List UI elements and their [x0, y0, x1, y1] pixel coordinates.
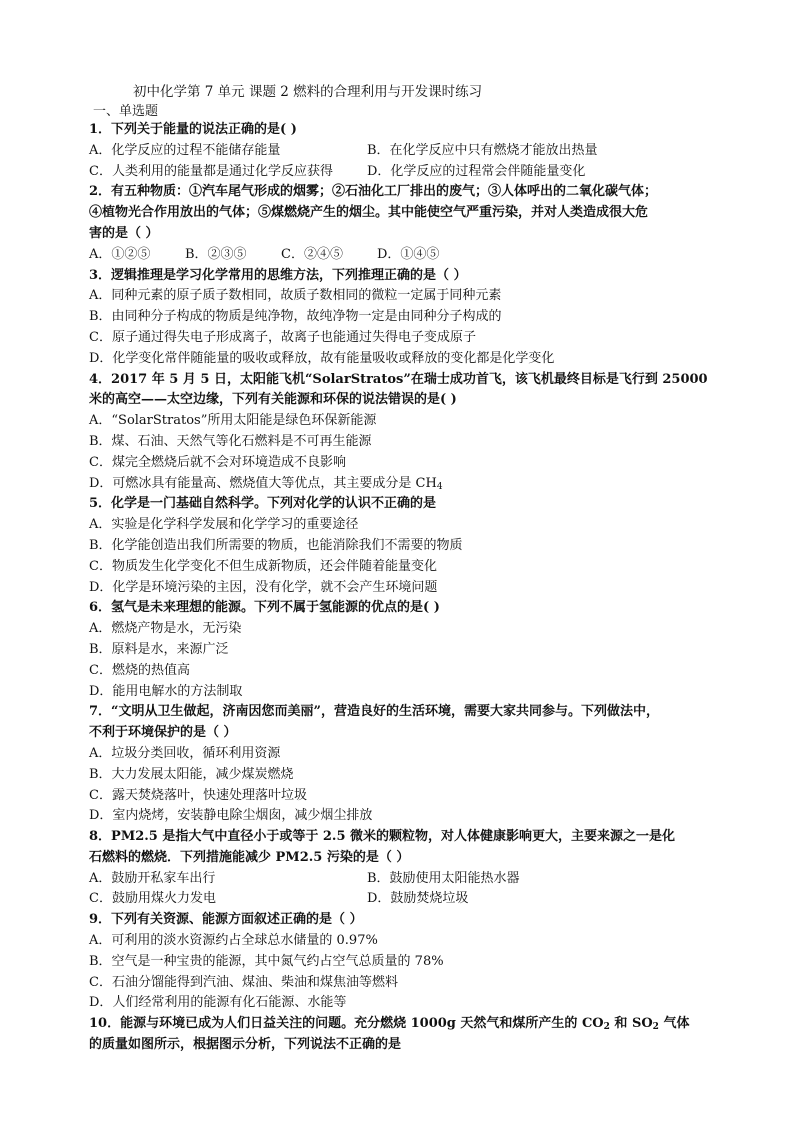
option-c: C．人类利用的能量都是通过化学反应获得 [89, 163, 333, 179]
question-stem: 7．“文明从卫生做起，济南因您而美丽”，营造良好的生活环境，需要大家共同参与。下列做法中， [89, 704, 660, 720]
option-a: A．可利用的淡水资源约占全球总水储量的 0.97% [89, 933, 378, 949]
option-a: A．“SolarStratos”所用太阳能是绿色环保新能源 [89, 413, 377, 429]
option-b: B．原料是水，来源广泛 [89, 641, 229, 657]
question-stem-cont: ④植物光合作用放出的气体；⑤煤燃烧产生的烟尘。其中能使空气严重污染，并对人类造成很大危 [89, 205, 649, 221]
question-stem: 8．PM2.5 是指大气中直径小于或等于 2.5 微米的颗粒物，对人体健康影响更大，主要来源之一是化 [89, 829, 676, 845]
option-a: A．燃烧产物是水，无污染 [89, 621, 242, 637]
option-d: D．化学反应的过程常会伴随能量变化 [367, 163, 586, 179]
question-stem: 2．有五种物质：①汽车尾气形成的烟雾；②石油化工厂排出的废气；③人体呼出的二氧化碳气体； [89, 184, 658, 200]
option-d [89, 474, 717, 495]
option-d: D．室内烧烤，安装静电除尘烟囱，减少烟尘排放 [89, 808, 373, 824]
question-5 [89, 494, 717, 598]
option-row [89, 141, 717, 162]
question-stem: 9．下列有关资源、能源方面叙述正确的是（ ） [89, 912, 363, 928]
question-stem-cont: 不利于环境保护的是（ ） [89, 725, 237, 741]
question-4 [89, 370, 717, 495]
option-d: D．能用电解水的方法制取 [89, 683, 243, 699]
question-10 [89, 1014, 717, 1056]
question-stem-cont: 石燃料的燃烧．下列措施能减少 PM2.5 污染的是（ ） [89, 849, 410, 865]
question-list [89, 120, 717, 1056]
option-b: B．大力发展太阳能，减少煤炭燃烧 [89, 766, 294, 782]
option-d: D．鼓励焚烧垃圾 [367, 891, 469, 907]
question-stem: 6．氢气是未来理想的能源。下列不属于氢能源的优点的是( ) [89, 600, 440, 616]
section-heading: 一、单选题 [93, 104, 159, 119]
question-6 [89, 598, 717, 702]
option-d: D．人们经常利用的能源有化石能源、水能等 [89, 995, 347, 1011]
option-b: B．化学能创造出我们所需要的物质，也能消除我们不需要的物质 [89, 537, 463, 553]
worksheet-title: 初中化学第 7 单元 课题 2 燃料的合理利用与开发课时练习 [133, 84, 483, 100]
question-7 [89, 702, 717, 827]
subscript: 2 [603, 1022, 610, 1033]
option-row [89, 245, 717, 266]
option-a: A．鼓励开私家车出行 [89, 870, 216, 886]
option-c: C．煤完全燃烧后就不会对环境造成不良影响 [89, 454, 346, 470]
question-stem: 3．逻辑推理是学习化学常用的思维方法，下列推理正确的是（ ） [89, 267, 467, 283]
stem-text: 10．能源与环境已成为人们日益关注的问题。充分燃烧 1000g 天然气和煤所产生的 CO [89, 1016, 604, 1032]
option-c: C．物质发生化学变化不但生成新物质，还会伴随着能量变化 [89, 558, 437, 574]
question-1 [89, 120, 717, 182]
option-c: C．石油分馏能得到汽油、煤油、柴油和煤焦油等燃料 [89, 974, 398, 990]
question-stem: 1．下列关于能量的说法正确的是( ) [89, 122, 297, 137]
option-c: C．露天焚烧落叶，快速处理落叶垃圾 [89, 787, 307, 803]
option-d: D．①④⑤ [377, 246, 440, 262]
question-9 [89, 910, 717, 1014]
option-b: B．在化学反应中只有燃烧才能放出热量 [367, 142, 598, 158]
question-stem: 4．2017 年 5 月 5 日，太阳能飞机“SolarStratos”在瑞士成功首飞，该飞机最终目标是飞行到 25000 [89, 371, 708, 387]
option-d: D．化学是环境污染的主因，没有化学，就不会产生环境问题 [89, 579, 438, 595]
stem-text: 和 SO [609, 1016, 653, 1032]
question-stem-cont: 米的高空——太空边缘，下列有关能源和环保的说法错误的是( ) [89, 392, 457, 408]
stem-text: 气体 [658, 1016, 690, 1032]
option-row [89, 869, 717, 890]
option-c: C．②④⑤ [281, 246, 343, 262]
option-a: A．实验是化学科学发展和化学学习的重要途径 [89, 517, 359, 533]
question-stem-cont: 害的是（ ） [89, 225, 159, 241]
option-c: C．鼓励用煤火力发电 [89, 891, 216, 907]
option-b: B．煤、石油、天然气等化石燃料是不可再生能源 [89, 433, 372, 449]
option-c: C．原子通过得失电子形成离子，故离子也能通过失得电子变成原子 [89, 329, 476, 345]
option-a: A．垃圾分类回收，循环利用资源 [89, 745, 281, 761]
option-a: A．化学反应的过程不能储存能量 [89, 142, 281, 158]
option-b: B．②③⑤ [185, 246, 247, 262]
question-stem: 5．化学是一门基础自然科学。下列对化学的认识不正确的是 [89, 496, 437, 512]
question-stem [89, 1014, 717, 1035]
option-a: A．同种元素的原子质子数相同，故质子数相同的微粒一定属于同种元素 [89, 288, 502, 304]
option-c: C．燃烧的热值高 [89, 662, 190, 678]
subscript: 2 [652, 1022, 659, 1033]
question-8 [89, 827, 717, 910]
option-a: A．①②⑤ [89, 246, 151, 262]
question-3 [89, 266, 717, 370]
question-stem-cont: 的质量如图所示，根据图示分析，下列说法不正确的是 [89, 1037, 402, 1053]
option-d-text: D．可燃冰具有能量高、燃烧值大等优点，其主要成分是 CH [89, 475, 437, 491]
option-b: B．空气是一种宝贵的能源，其中氮气约占空气总质量的 78% [89, 953, 444, 969]
option-b: B．鼓励使用太阳能热水器 [367, 870, 520, 886]
subscript: 4 [436, 481, 443, 492]
option-row [89, 889, 717, 910]
question-2 [89, 182, 717, 265]
option-d: D．化学变化常伴随能量的吸收或释放，故有能量吸收或释放的变化都是化学变化 [89, 350, 555, 366]
option-row [89, 162, 717, 183]
option-b: B．由同种分子构成的物质是纯净物，故纯净物一定是由同种分子构成的 [89, 309, 502, 325]
